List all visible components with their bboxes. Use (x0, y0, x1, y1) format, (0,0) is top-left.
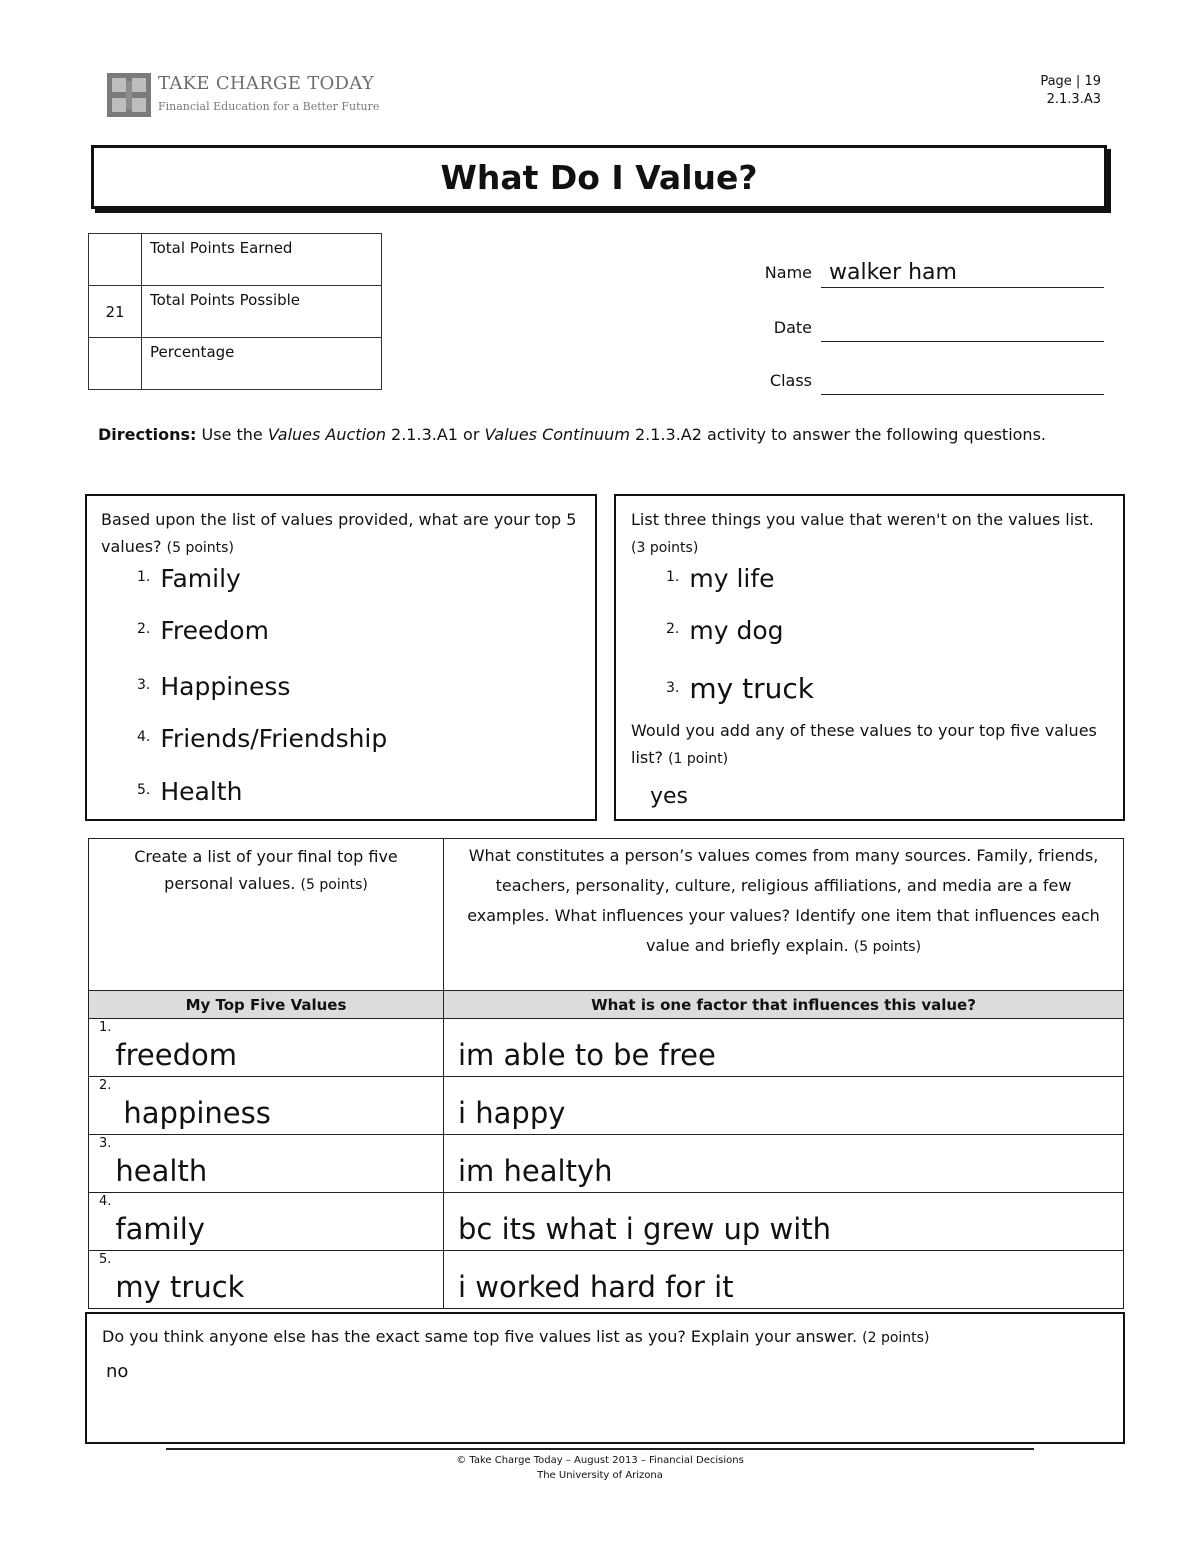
factor-text: im able to be free (458, 1038, 716, 1072)
points-value-cell[interactable] (89, 234, 142, 286)
values-header-row (89, 991, 1124, 1019)
points-table (88, 233, 382, 390)
item-value: my dog (689, 616, 784, 645)
item-value: Family (160, 564, 241, 593)
top-values-question (101, 506, 581, 562)
logo-tagline: Financial Education for a Better Future (158, 100, 380, 113)
intro-left-cell (89, 839, 444, 991)
value-text: my truck (115, 1270, 245, 1304)
followup-question (631, 717, 1111, 773)
list-item (137, 564, 241, 593)
page-label: Page | 19 (1040, 74, 1101, 89)
footer-university: The University of Arizona (537, 1470, 663, 1481)
table-row (89, 1193, 1124, 1251)
directions-activity-2: Values Continuum (484, 425, 630, 444)
item-value: Friends/Friendship (160, 724, 388, 753)
list-item (137, 616, 269, 645)
table-row (89, 1077, 1124, 1135)
directions-text: Use the (196, 425, 268, 444)
row-number: 2. (99, 1078, 112, 1093)
intro-right-text: What constitutes a person’s values comes from many sources. Family, friends, teachers, personality, culture, religious affiliations, and media are a few examples. What influences your values? Identify one item that influences each value and briefly explain. (467, 846, 1100, 955)
directions-text: 2.1.3.A1 or (385, 425, 485, 444)
points-row-percentage (89, 338, 382, 390)
item-number: 2. (137, 620, 151, 637)
document-code: 2.1.3.A3 (1046, 92, 1101, 107)
footer-copyright: © Take Charge Today – August 2013 – Financial Decisions (456, 1455, 744, 1466)
intro-left-text: Create a list of your final top five personal values. (134, 847, 398, 893)
points-note: (3 points) (631, 540, 699, 556)
row-number: 4. (99, 1194, 112, 1209)
table-row (89, 1135, 1124, 1193)
factor-text: bc its what i grew up with (458, 1212, 832, 1246)
final-answer[interactable]: no (106, 1361, 129, 1382)
directions-lead: Directions: (98, 425, 197, 444)
footer (0, 1453, 1200, 1483)
item-value: Happiness (160, 672, 291, 701)
factor-cell[interactable] (444, 1135, 1124, 1193)
points-label-cell: Total Points Possible (142, 286, 382, 338)
item-number: 1. (666, 568, 680, 585)
top-values-box (85, 494, 597, 821)
name-field[interactable] (821, 259, 1104, 288)
logo-title: TAKE CHARGE TODAY (158, 73, 375, 94)
value-text: freedom (115, 1038, 237, 1072)
date-label: Date (773, 318, 812, 337)
intro-right-cell (444, 839, 1124, 991)
column-header: My Top Five Values (89, 991, 444, 1019)
item-number: 1. (137, 568, 151, 585)
final-question (102, 1323, 1102, 1352)
item-number: 4. (137, 728, 151, 745)
list-item (666, 564, 775, 593)
value-cell[interactable] (89, 1251, 444, 1309)
points-note: (1 point) (668, 751, 729, 767)
points-note: (5 points) (853, 939, 922, 955)
name-value: walker ham (829, 260, 957, 285)
row-number: 3. (99, 1136, 112, 1151)
other-values-box (614, 494, 1125, 821)
item-value: my truck (689, 672, 814, 705)
item-number: 5. (137, 781, 151, 798)
factor-text: im healtyh (458, 1154, 613, 1188)
list-item (666, 672, 814, 705)
name-label: Name (764, 263, 812, 282)
list-item (137, 777, 242, 806)
footer-divider (166, 1448, 1034, 1450)
directions-text: 2.1.3.A2 activity to answer the following questions. (629, 425, 1046, 444)
value-cell[interactable] (89, 1077, 444, 1135)
item-number: 3. (137, 676, 151, 693)
factor-cell[interactable] (444, 1251, 1124, 1309)
question-text: Do you think anyone else has the exact same top five values list as you? Explain your answer. (102, 1327, 863, 1346)
item-number: 3. (666, 679, 680, 696)
points-note: (5 points) (300, 877, 368, 893)
points-label-cell: Total Points Earned (142, 234, 382, 286)
column-header: What is one factor that influences this value? (444, 991, 1124, 1019)
value-cell[interactable] (89, 1135, 444, 1193)
class-label: Class (769, 371, 812, 390)
points-note: (2 points) (862, 1330, 930, 1346)
item-value: Health (160, 777, 243, 806)
directions (98, 422, 1058, 448)
logo (107, 73, 380, 117)
item-value: my life (689, 564, 775, 593)
row-number: 5. (99, 1252, 112, 1267)
page-number (1040, 73, 1101, 109)
value-cell[interactable] (89, 1193, 444, 1251)
factor-cell[interactable] (444, 1019, 1124, 1077)
factor-text: i happy (458, 1096, 566, 1130)
points-value-cell: 21 (89, 286, 142, 338)
other-values-question (631, 506, 1111, 562)
directions-activity-1: Values Auction (267, 425, 386, 444)
table-row (89, 1251, 1124, 1309)
value-cell[interactable] (89, 1019, 444, 1077)
values-table (88, 838, 1124, 1309)
date-field[interactable] (821, 313, 1104, 342)
item-value: Freedom (160, 616, 269, 645)
list-item (137, 672, 290, 701)
points-row-earned (89, 234, 382, 286)
factor-text: i worked hard for it (458, 1270, 734, 1304)
points-value-cell[interactable] (89, 338, 142, 390)
row-number: 1. (99, 1020, 112, 1035)
points-row-possible (89, 286, 382, 338)
value-text: family (115, 1212, 205, 1246)
list-item (666, 616, 784, 645)
value-text: happiness (123, 1096, 271, 1130)
table-row (89, 1019, 1124, 1077)
factor-cell[interactable] (444, 1077, 1124, 1135)
question-text: Based upon the list of values provided, what are your top 5 values? (101, 510, 577, 556)
final-question-box (85, 1312, 1125, 1444)
class-field[interactable] (821, 366, 1104, 395)
question-text: List three things you value that weren't on the values list. (631, 510, 1094, 529)
values-intro-row (89, 839, 1124, 991)
title-banner (91, 145, 1107, 209)
followup-answer: yes (650, 784, 689, 809)
points-label-cell: Percentage (142, 338, 382, 390)
points-note: (5 points) (166, 540, 234, 556)
factor-cell[interactable] (444, 1193, 1124, 1251)
list-item (137, 724, 387, 753)
logo-mark-icon (107, 73, 151, 117)
value-text: health (115, 1154, 208, 1188)
question-text: Would you add any of these values to your top five values list? (631, 721, 1097, 767)
page-title: What Do I Value? (440, 157, 758, 197)
item-number: 2. (666, 620, 680, 637)
